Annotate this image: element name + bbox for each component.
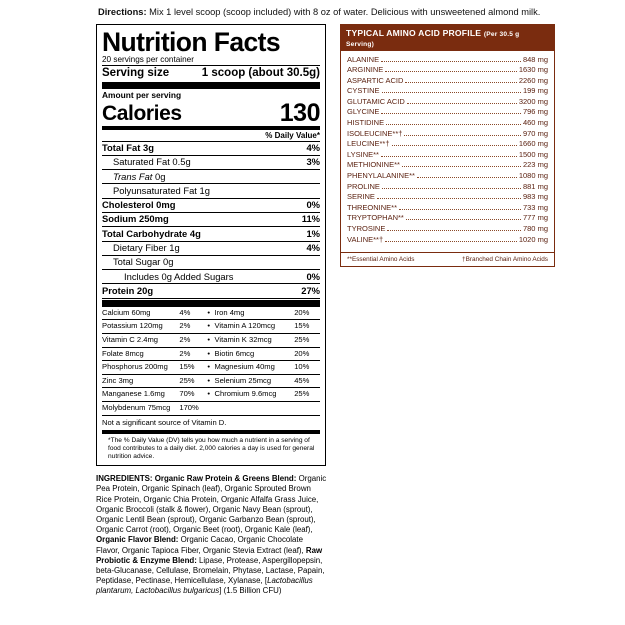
leader-dots [405,76,516,83]
leader-dots [385,235,517,242]
amino-acid-name: ASPARTIC ACID [347,75,404,85]
micronutrient-name: Phosphorus 200mg [102,361,179,375]
amino-acid-value: 1660 mg [518,139,548,149]
amino-acid-value: 848 mg [522,54,548,64]
ingredients-heading-3: Raw Probiotic & Enzyme Blend: [96,545,323,565]
nutrient-row [102,227,320,240]
nutrient-name: Total Carbohydrate 4g [102,227,201,239]
nutrient-name: Polyunsaturated Fat 1g [113,184,210,196]
amino-acid-value: 1020 mg [518,234,548,244]
bullet-icon: • [203,374,215,388]
nutrient-row [102,213,320,226]
micronutrient-dv-2: 20% [294,347,320,361]
daily-value-header: % Daily Value* [265,130,320,140]
directions-text: Mix 1 level scoop (scoop included) with 8 oz of water. Delicious with unsweetened almond milk. [146,7,541,17]
servings-per-container: 20 servings per container [102,54,194,64]
micronutrient-name: Zinc 3mg [102,374,179,388]
leader-dots [382,182,521,189]
not-significant-note: Not a significant source of Vitamin D. [102,417,227,427]
amino-acid-value: 1630 mg [518,65,548,75]
calories-row [102,98,320,127]
micronutrient-name-2: Vitamin A 120mcg [215,320,295,334]
micronutrient-name-2: Selenium 25mcg [215,374,295,388]
amino-acid-panel [340,24,555,268]
amino-acid-value: 733 mg [522,202,548,212]
nutrient-name: Sodium 250mg [102,213,169,225]
amino-acid-title: TYPICAL AMINO ACID PROFILE [346,27,482,38]
amino-acid-name: TRYPTOPHAN** [347,213,404,223]
directions-label: Directions: [98,7,147,17]
nutrient-name: Total Fat 3g [102,142,154,153]
serving-size-label: Serving size [102,66,170,79]
amino-acid-value: 1080 mg [518,171,548,181]
leader-dots [402,160,521,167]
bullet-icon [203,401,215,414]
bullet-icon: • [203,388,215,402]
bullet-icon: • [203,347,215,361]
amino-acid-name: PROLINE [347,181,380,191]
serving-size-value: 1 scoop (about 30.5g) [201,66,320,79]
bcaa-note: †Branched Chain Amino Acids [462,256,548,264]
amino-acid-row [347,129,548,140]
micronutrient-table [102,307,320,415]
leader-dots [381,150,517,157]
leader-dots [377,192,521,199]
amino-acid-name: PHENYLALANINE** [347,171,415,181]
amino-acid-name: METHIONINE** [347,160,400,170]
ingredients-blend-3-end: ] (1.5 Billion CFU) [219,586,282,596]
micronutrient-name: Manganese 1.6mg [102,388,179,402]
serving-size-row [102,66,320,81]
leader-dots [382,86,521,93]
nutrient-row [102,199,320,212]
micronutrient-name: Vitamin C 2.4mg [102,333,179,347]
amino-acid-row [347,203,548,214]
leader-dots [385,65,517,72]
leader-dots [387,224,521,231]
amino-acid-name: ALANINE [347,54,380,64]
micronutrient-name: Molybdenum 75mcg [102,403,171,413]
nutrient-row [102,284,320,297]
amino-acid-row [347,235,548,246]
nutrient-row [102,156,320,169]
amino-acid-value: 796 mg [522,107,548,117]
directions-block [98,6,609,19]
nutrient-daily-value: 4% [306,242,320,254]
ingredients-probiotic-species: Lactobacillus plantarum, Lactobacillus bulgaricus [96,576,313,596]
micronutrient-name-2: Iron 4mg [215,307,295,320]
nutrient-row [102,256,320,269]
essential-amino-note: **Essential Amino Acids [347,256,415,264]
leader-dots [381,55,521,62]
micronutrient-dv-2: 25% [294,388,320,402]
amino-acid-name: TYROSINE [347,224,386,233]
amino-acid-row [347,97,548,108]
ingredients-blend-3: Lipase, Protease, Aspergillopepsin, beta-Glucanase, Cellulase, Bromelain, Phytase, Lactase, Papain, Peptidase, Pectinase, Hemicellulase, Xylanase, [ [96,555,325,586]
micronutrient-dv-2 [294,401,320,414]
nutrient-row [102,270,320,283]
amino-acid-value: 199 mg [522,86,548,96]
nutrient-name: Trans Fat 0g [113,170,166,182]
nutrient-row [102,170,320,183]
amino-acid-name: HISTIDINE [347,118,385,128]
nutrient-row [102,184,320,197]
amino-acid-name: ISOLEUCINE**† [347,128,403,138]
amino-acid-header [341,25,554,51]
amino-acid-row [347,86,548,97]
amino-acid-name: GLYCINE [347,107,380,117]
amino-acid-row [347,55,548,66]
amino-acid-name: GLUTAMIC ACID [347,96,405,106]
amino-acid-name: SERINE [347,192,375,202]
amino-acid-row [347,160,548,171]
bullet-icon: • [203,361,215,375]
leader-dots [381,107,521,114]
amino-acid-value: 780 mg [522,224,548,233]
micronutrient-dv-2: 25% [294,333,320,347]
amino-acid-column [340,24,555,268]
nutrient-daily-value: 11% [301,213,320,225]
micronutrient-dv-2: 15% [294,320,320,334]
calories-label: Calories [102,101,182,125]
amino-acid-value: 2260 mg [518,75,548,85]
ingredients-heading: INGREDIENTS: Organic Raw Protein & Greens Blend: [96,474,297,484]
amino-acid-row [347,182,548,193]
ingredients-blend-1: Organic Pea Protein, Organic Spinach (leaf), Organic Sprouted Brown Rice Protein, Organic Chia Protein, Organic Alfalfa Grass Juice, Organic Broccoli (stalk & flower), Organic Navy Bean (sprout), Organic Lentil Bean (sprout), Organic Garbanzo Bean (sprout), Organic Carrot (root), Organic Beet (root), Organic Kale (leaf), [96,474,327,535]
nutrient-name: Total Sugar 0g [113,256,174,268]
micronutrient-dv: 2% [179,347,202,361]
micronutrient-row [102,361,320,375]
leader-dots [392,139,517,146]
micronutrient-row [102,388,320,402]
amino-acid-row [347,139,548,150]
micronutrient-dv: 170% [179,403,199,413]
calories-value: 130 [279,98,320,127]
amino-acid-value: 3200 mg [518,96,548,106]
amino-acid-name: LYSINE** [347,149,379,159]
micronutrient-dv: 2% [179,333,202,347]
micronutrient-row [102,374,320,388]
micronutrient-name-2: Vitamin K 32mcg [215,333,295,347]
amino-acid-row [347,118,548,129]
micronutrient-name-2: Magnesium 40mg [215,361,295,375]
nutrition-facts-title: Nutrition Facts [102,26,280,57]
nutrient-row [102,242,320,255]
amino-acid-row [347,150,548,161]
micronutrient-dv-2: 10% [294,361,320,375]
amino-acid-value: 881 mg [522,181,548,191]
bullet-icon: • [203,307,215,320]
micronutrient-name: Calcium 60mg [102,307,179,320]
amino-acid-name: VALINE**† [347,234,384,244]
micronutrient-dv: 70% [179,388,202,402]
nutrient-daily-value: 0% [306,270,320,282]
nutrient-rows [102,142,320,299]
nutrient-name: Cholesterol 0mg [102,199,176,211]
leader-dots [404,129,521,136]
micronutrient-dv-2: 20% [294,307,320,320]
nutrient-name: Dietary Fiber 1g [113,242,180,254]
micronutrient-row [102,347,320,361]
leader-dots [386,118,521,125]
nutrition-facts-panel [96,24,326,467]
leader-dots [406,213,521,220]
amino-acid-value: 970 mg [522,128,548,138]
ingredients-block [96,474,328,596]
amino-acid-value: 223 mg [522,160,548,170]
micronutrient-row [102,320,320,334]
amino-acid-name: LEUCINE**† [347,139,390,149]
nutrient-daily-value: 27% [301,284,320,296]
nutrient-name: Protein 20g [102,284,154,296]
micronutrient-row [102,307,320,320]
amino-acid-name: CYSTINE [347,86,380,96]
amino-acid-row [347,107,548,118]
amino-acid-row [347,76,548,87]
nutrient-name: Includes 0g Added Sugars [124,270,234,282]
amino-acid-footnotes [341,252,554,266]
amino-acid-value: 777 mg [522,213,548,223]
amino-acid-row [347,224,548,235]
micronutrient-name: Potassium 120mg [102,320,179,334]
micronutrient-dv: 15% [179,361,202,375]
amino-acid-name: ARGININE [347,65,384,75]
amino-acid-value: 460 mg [522,118,548,128]
micronutrient-dv: 25% [179,374,202,388]
nutrient-daily-value: 1% [306,227,320,239]
amino-acid-rows [341,51,554,250]
amino-acid-row [347,65,548,76]
micronutrient-dv: 2% [179,320,202,334]
bullet-icon: • [203,333,215,347]
leader-dots [407,97,517,104]
daily-value-footnote: *The % Daily Value (DV) tells you how much a nutrient in a serving of food contributes to a daily diet. 2,000 calories a day is used for general nutrition advice. [108,436,315,460]
micronutrient-name-2: Chromium 9.6mcg [215,388,295,402]
nutrient-name: Saturated Fat 0.5g [113,156,191,168]
nutrition-facts-column [96,24,326,467]
leader-dots [417,171,517,178]
amount-per-serving-label: Amount per serving [102,89,182,100]
nutrient-daily-value: 4% [306,142,320,153]
micronutrient-row [102,333,320,347]
nutrient-row [102,142,320,155]
micronutrient-row [102,401,320,414]
ingredients-blend-2: Organic Cacao, Organic Chocolate Flavor, Organic Tapioca Fiber, Organic Stevia Extract (leaf), [96,535,306,555]
amino-acid-subtitle: (Per 30.5 g Serving) [346,30,520,48]
micronutrient-name: Folate 8mcg [102,347,179,361]
micronutrient-name-2: Biotin 6mcg [215,347,295,361]
amino-acid-value: 983 mg [522,192,548,202]
micronutrient-dv: 4% [179,307,202,320]
micronutrient-name-2 [215,401,295,414]
nutrient-daily-value: 0% [306,199,320,211]
ingredients-heading-2: Organic Flavor Blend: [96,535,179,545]
amino-acid-row [347,171,548,182]
panels-row [8,24,617,467]
micronutrient-dv-2: 45% [294,374,320,388]
amino-acid-value: 1500 mg [518,149,548,159]
amino-acid-row [347,192,548,203]
bullet-icon: • [203,320,215,334]
leader-dots [399,203,521,210]
amino-acid-row [347,213,548,224]
nutrient-daily-value: 3% [306,156,320,168]
amino-acid-name: THREONINE** [347,202,398,212]
